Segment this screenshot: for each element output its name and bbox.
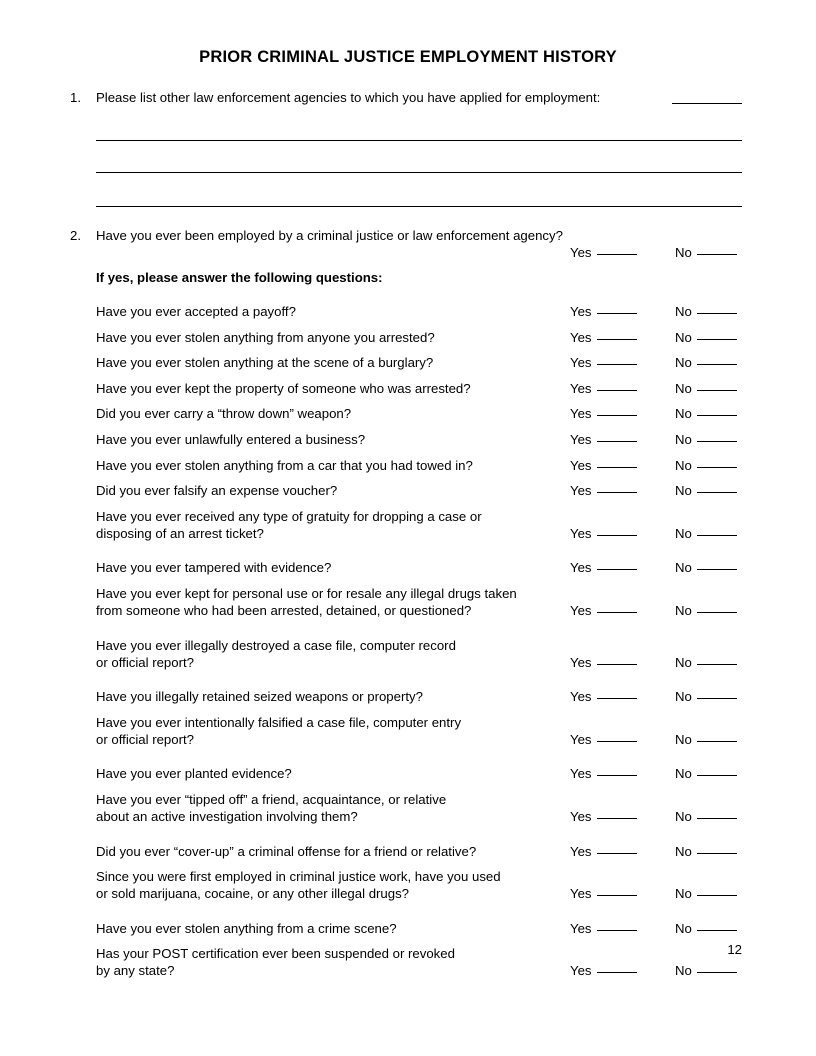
question-2-no-blank[interactable] xyxy=(697,254,737,255)
no-blank[interactable] xyxy=(697,535,737,536)
no-option[interactable] xyxy=(675,559,737,576)
no-option[interactable] xyxy=(675,482,737,499)
no-label: No xyxy=(675,731,692,747)
yes-label: Yes xyxy=(570,304,592,319)
yes-blank[interactable] xyxy=(597,895,637,896)
yes-option[interactable] xyxy=(570,962,637,979)
question-2-no-label: No xyxy=(675,245,692,260)
no-option[interactable] xyxy=(675,654,737,671)
no-option[interactable] xyxy=(675,602,737,619)
no-blank[interactable] xyxy=(697,775,737,776)
no-option[interactable] xyxy=(675,808,737,825)
no-blank[interactable] xyxy=(697,895,737,896)
question-text-line-1: Have you ever kept the property of someone who was arrested? xyxy=(96,380,471,396)
yes-blank[interactable] xyxy=(597,467,637,468)
yes-label: Yes xyxy=(570,603,592,618)
question-text-line-1: Have you ever stolen anything from a crime scene? xyxy=(96,920,397,936)
question-answers xyxy=(70,525,770,543)
no-label: No xyxy=(675,689,692,705)
no-label: No xyxy=(675,355,692,371)
yes-blank[interactable] xyxy=(597,492,637,493)
yes-option[interactable] xyxy=(570,920,637,937)
question-answers xyxy=(70,843,770,861)
question-answers xyxy=(70,688,770,706)
question-text-line-1: Have you ever stolen anything from a car that you had towed in? xyxy=(96,457,473,473)
yes-option[interactable] xyxy=(570,808,637,825)
question-text-line-2: or sold marijuana, cocaine, or any other illegal drugs? xyxy=(96,886,410,902)
page-title: PRIOR CRIMINAL JUSTICE EMPLOYMENT HISTORY xyxy=(199,48,617,66)
question-text-line-1: Have you ever illegally destroyed a case file, computer record xyxy=(96,637,456,653)
question-answers xyxy=(70,808,770,826)
question-2-no-option[interactable] xyxy=(675,244,737,261)
question-text-line-1: Have you ever intentionally falsified a case file, computer entry xyxy=(96,714,462,730)
no-label: No xyxy=(675,920,692,936)
subheading: If yes, please answer the following questions: xyxy=(96,270,383,285)
question-1-inline-blank[interactable] xyxy=(672,103,742,104)
question-text-line-1: Have you ever “tipped off” a friend, acquaintance, or relative xyxy=(96,792,447,807)
question-text-line-2: or official report? xyxy=(96,654,194,670)
no-blank[interactable] xyxy=(697,972,737,973)
no-option[interactable] xyxy=(675,329,737,346)
no-blank[interactable] xyxy=(697,390,737,391)
no-label: No xyxy=(675,560,692,576)
no-option[interactable] xyxy=(675,962,737,979)
yes-label: Yes xyxy=(570,843,592,859)
question-answers xyxy=(70,559,770,577)
question-text-line-1: Did you ever “cover-up” a criminal offense for a friend or relative? xyxy=(96,843,477,859)
yes-label: Yes xyxy=(570,689,592,705)
yes-blank[interactable] xyxy=(597,313,637,314)
no-label: No xyxy=(675,406,692,422)
question-answers xyxy=(70,654,770,672)
yes-label: Yes xyxy=(570,809,592,824)
question-answers xyxy=(70,962,770,980)
question-text-line-1: Have you ever kept for personal use or for resale any illegal drugs taken xyxy=(96,586,517,601)
yes-label: Yes xyxy=(570,432,592,447)
question-2-answers xyxy=(70,244,770,262)
question-1-blank-line-1[interactable] xyxy=(96,140,742,141)
yes-blank[interactable] xyxy=(597,569,637,570)
no-blank[interactable] xyxy=(697,698,737,699)
yes-label: Yes xyxy=(570,483,592,499)
yes-option[interactable] xyxy=(570,405,637,422)
no-blank[interactable] xyxy=(697,339,737,340)
no-blank[interactable] xyxy=(697,930,737,931)
question-text-line-1: Have you ever unlawfully entered a business? xyxy=(96,432,366,447)
yes-option[interactable] xyxy=(570,559,637,576)
question-text-line-1: Have you ever tampered with evidence? xyxy=(96,560,332,576)
question-answers xyxy=(70,431,770,449)
yes-label: Yes xyxy=(570,355,592,371)
question-2-yes-label: Yes xyxy=(570,245,592,260)
no-label: No xyxy=(675,525,692,541)
no-blank[interactable] xyxy=(697,313,737,314)
no-blank[interactable] xyxy=(697,612,737,613)
question-text-line-1: Did you ever falsify an expense voucher? xyxy=(96,483,338,499)
no-label: No xyxy=(675,886,692,902)
question-text-line-1: Have you ever accepted a payoff? xyxy=(96,304,296,319)
no-option[interactable] xyxy=(675,431,737,448)
yes-option[interactable] xyxy=(570,843,637,860)
question-2-yes-option[interactable] xyxy=(570,244,637,261)
question-answers xyxy=(70,354,770,372)
yes-blank[interactable] xyxy=(597,972,637,973)
no-label: No xyxy=(675,432,692,447)
no-blank[interactable] xyxy=(697,441,737,442)
yes-blank[interactable] xyxy=(597,698,637,699)
yes-blank[interactable] xyxy=(597,818,637,819)
yes-blank[interactable] xyxy=(597,741,637,742)
yes-label: Yes xyxy=(570,406,592,422)
no-option[interactable] xyxy=(675,688,737,705)
yes-label: Yes xyxy=(570,766,592,782)
yes-option[interactable] xyxy=(570,765,637,782)
no-option[interactable] xyxy=(675,885,737,902)
yes-blank[interactable] xyxy=(597,364,637,365)
no-blank[interactable] xyxy=(697,492,737,493)
no-blank[interactable] xyxy=(697,415,737,416)
yes-label: Yes xyxy=(570,380,592,396)
yes-option[interactable] xyxy=(570,602,637,619)
question-text-line-1: Have you ever stolen anything at the scene of a burglary? xyxy=(96,355,434,371)
yes-label: Yes xyxy=(570,654,592,670)
question-answers xyxy=(70,885,770,903)
yes-blank[interactable] xyxy=(597,612,637,613)
yes-label: Yes xyxy=(570,886,592,902)
yes-label: Yes xyxy=(570,731,592,747)
yes-blank[interactable] xyxy=(597,339,637,340)
yes-label: Yes xyxy=(570,525,592,541)
question-text-line-2: or official report? xyxy=(96,731,194,747)
yes-blank[interactable] xyxy=(597,390,637,391)
yes-option[interactable] xyxy=(570,457,637,474)
question-answers xyxy=(70,380,770,398)
no-label: No xyxy=(675,843,692,859)
question-answers xyxy=(70,920,770,938)
no-option[interactable] xyxy=(675,380,737,397)
no-option[interactable] xyxy=(675,731,737,748)
no-blank[interactable] xyxy=(697,741,737,742)
no-option[interactable] xyxy=(675,405,737,422)
question-text-line-1: Have you ever received any type of gratuity for dropping a case or xyxy=(96,508,482,524)
question-text-line-2: by any state? xyxy=(96,963,175,979)
no-label: No xyxy=(675,329,692,345)
question-1-number: 1. xyxy=(70,90,81,105)
yes-label: Yes xyxy=(570,560,592,576)
yes-label: Yes xyxy=(570,457,592,473)
no-blank[interactable] xyxy=(697,664,737,665)
question-text-line-1: Have you illegally retained seized weapons or property? xyxy=(96,689,423,705)
question-2-yes-blank[interactable] xyxy=(597,254,637,255)
yes-option[interactable] xyxy=(570,654,637,671)
question-text-line-1: Did you ever carry a “throw down” weapon? xyxy=(96,406,352,422)
no-label: No xyxy=(675,809,692,824)
yes-blank[interactable] xyxy=(597,930,637,931)
no-label: No xyxy=(675,603,692,618)
yes-option[interactable] xyxy=(570,380,637,397)
no-blank[interactable] xyxy=(697,569,737,570)
question-text-line-2: from someone who had been arrested, detained, or questioned? xyxy=(96,603,472,618)
no-option[interactable] xyxy=(675,765,737,782)
question-1-text: Please list other law enforcement agencies to which you have applied for employment: xyxy=(96,90,601,105)
question-2-number: 2. xyxy=(70,228,81,243)
yes-option[interactable] xyxy=(570,688,637,705)
yes-label: Yes xyxy=(570,920,592,936)
yes-option[interactable] xyxy=(570,354,637,371)
question-answers xyxy=(70,765,770,783)
yes-option[interactable] xyxy=(570,329,637,346)
yes-option[interactable] xyxy=(570,303,637,320)
question-text-line-1: Have you ever stolen anything from anyone you arrested? xyxy=(96,329,435,345)
page-number: 12 xyxy=(727,942,742,957)
no-option[interactable] xyxy=(675,843,737,860)
no-blank[interactable] xyxy=(697,818,737,819)
no-option[interactable] xyxy=(675,457,737,474)
no-label: No xyxy=(675,963,692,979)
question-answers xyxy=(70,731,770,749)
no-option[interactable] xyxy=(675,354,737,371)
yes-option[interactable] xyxy=(570,431,637,448)
question-1-blank-line-3[interactable] xyxy=(96,206,742,207)
no-option[interactable] xyxy=(675,303,737,320)
question-text-line-1: Has your POST certification ever been suspended or revoked xyxy=(96,946,455,962)
question-text-line-1: Have you ever planted evidence? xyxy=(96,766,292,782)
yes-label: Yes xyxy=(570,963,592,979)
question-answers xyxy=(70,602,770,620)
no-label: No xyxy=(675,766,692,782)
question-answers xyxy=(70,329,770,347)
yes-option[interactable] xyxy=(570,731,637,748)
no-blank[interactable] xyxy=(697,467,737,468)
no-option[interactable] xyxy=(675,920,737,937)
yes-blank[interactable] xyxy=(597,415,637,416)
yes-blank[interactable] xyxy=(597,441,637,442)
question-1-blank-line-2[interactable] xyxy=(96,172,742,173)
no-label: No xyxy=(675,304,692,319)
no-label: No xyxy=(675,457,692,473)
question-text-line-2: about an active investigation involving them? xyxy=(96,809,358,824)
question-answers xyxy=(70,405,770,423)
question-answers xyxy=(70,457,770,475)
yes-label: Yes xyxy=(570,329,592,345)
yes-option[interactable] xyxy=(570,525,637,542)
no-label: No xyxy=(675,654,692,670)
question-2-text: Have you ever been employed by a criminal justice or law enforcement agency? xyxy=(96,228,563,243)
yes-option[interactable] xyxy=(570,885,637,902)
no-blank[interactable] xyxy=(697,853,737,854)
no-label: No xyxy=(675,380,692,396)
question-answers xyxy=(70,303,770,321)
yes-option[interactable] xyxy=(570,482,637,499)
no-blank[interactable] xyxy=(697,364,737,365)
question-text-line-1: Since you were first employed in criminal justice work, have you used xyxy=(96,869,501,885)
yes-blank[interactable] xyxy=(597,775,637,776)
yes-blank[interactable] xyxy=(597,664,637,665)
yes-blank[interactable] xyxy=(597,535,637,536)
no-label: No xyxy=(675,483,692,499)
yes-blank[interactable] xyxy=(597,853,637,854)
no-option[interactable] xyxy=(675,525,737,542)
question-answers xyxy=(70,482,770,500)
question-text-line-2: disposing of an arrest ticket? xyxy=(96,525,264,541)
